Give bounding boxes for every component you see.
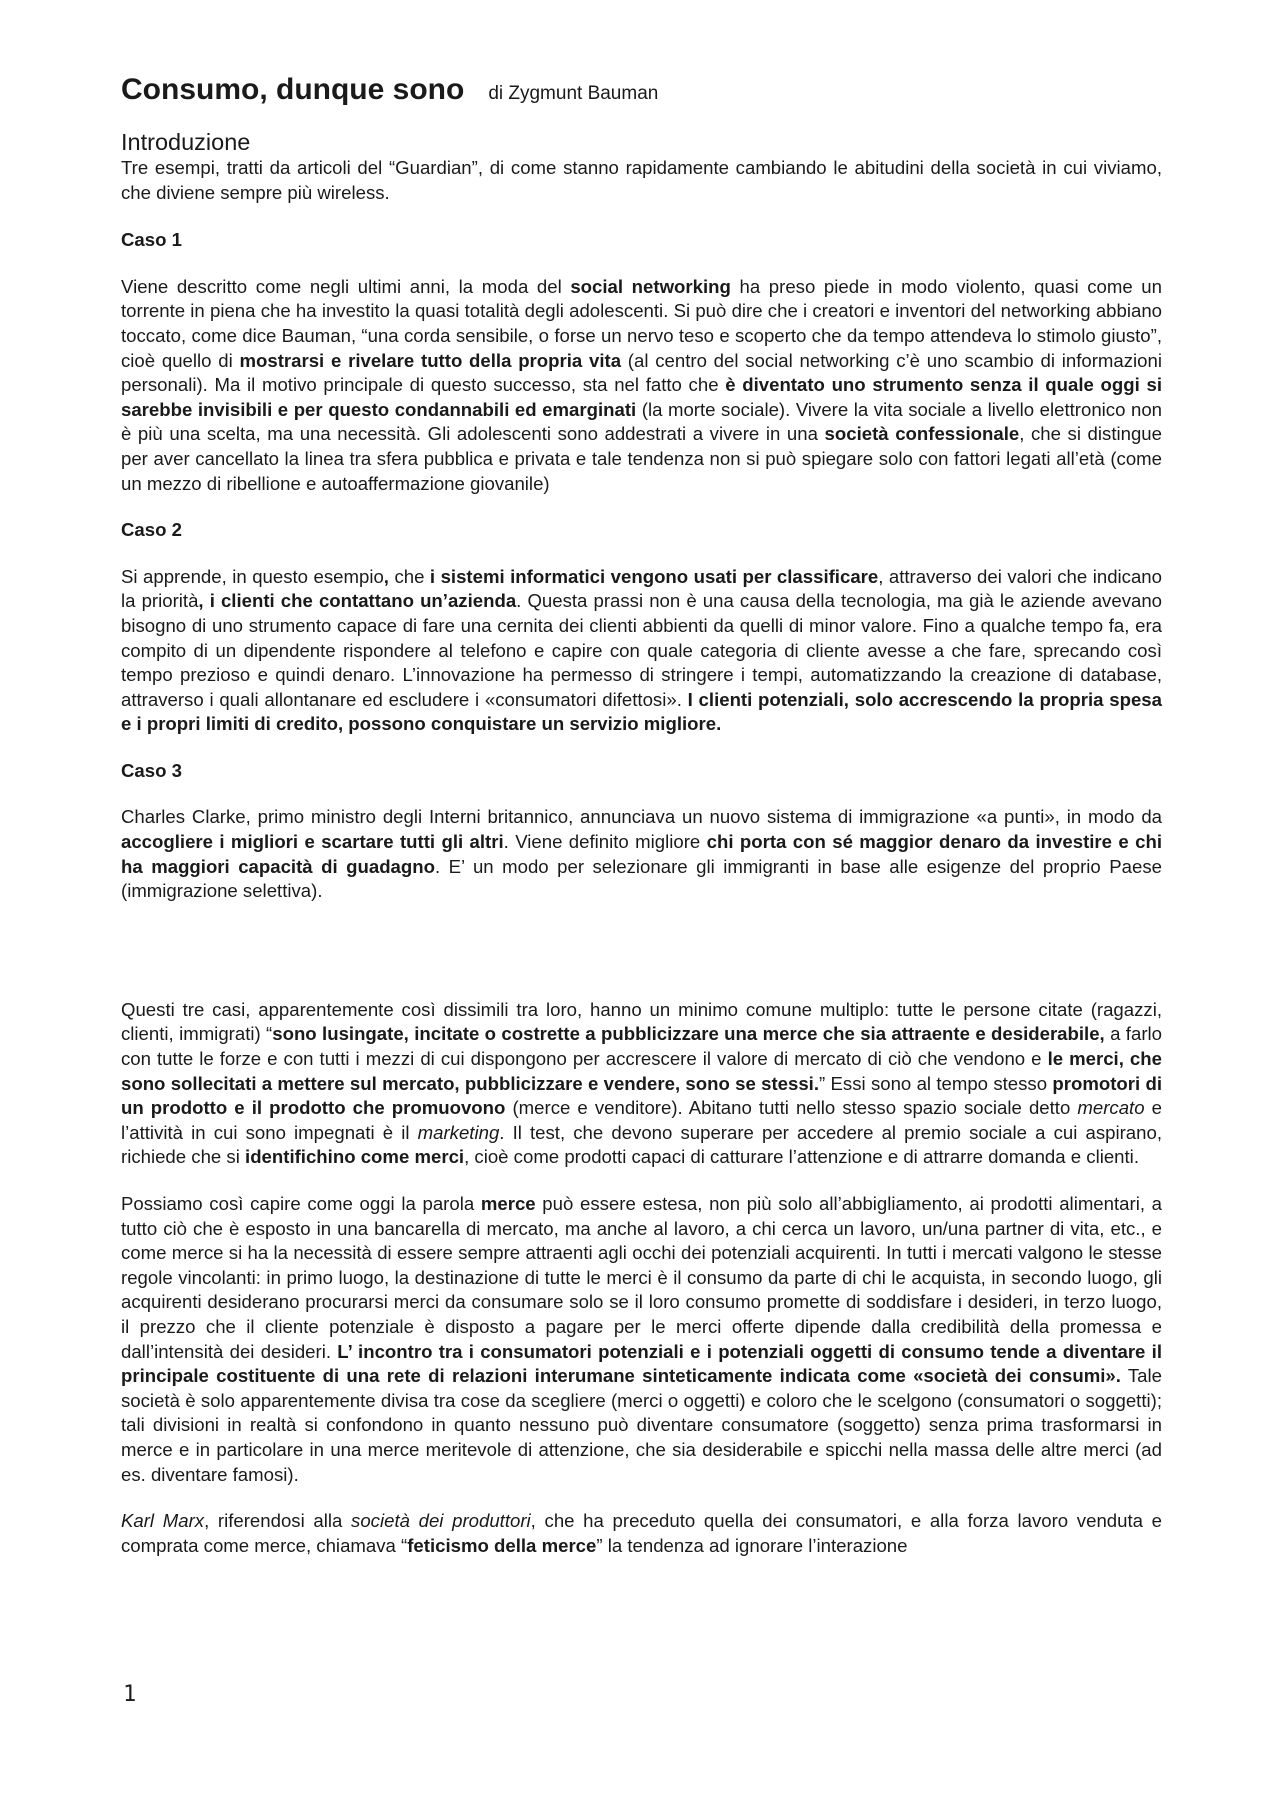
section-spacer: [121, 926, 1162, 998]
document-title: Consumo, dunque sono: [121, 73, 465, 106]
marx-paragraph: Karl Marx, riferendosi alla società dei produttori, che ha preceduto quella dei consumatori, e alla forza lavoro venduta e comprata come merce, chiamava “feticismo della merce” la tendenza ad ignorare l’interazione: [121, 1510, 1162, 1556]
case3-paragraph: Charles Clarke, primo ministro degli Interni britannico, annunciava un nuovo sistema di immigrazione «a punti», in modo da accogliere i migliori e scartare tutti gli altri. Viene definito migliore chi porta con sé maggior denaro da investire e chi ha maggiori capacità di guadagno. E’ un modo per selezionare gli immigranti in base alle esigenze del proprio Paese (immigrazione selettiva).: [121, 806, 1162, 902]
case1-paragraph: Viene descritto come negli ultimi anni, la moda del social networking ha preso piede in modo violento, quasi come un torrente in piena che ha investito la quasi totalità degli adolescenti. Si può dire che i creatori e inventori del networking abbiano toccato, come dice Bauman, “una corda sensibile, o forse un nervo teso e scoperto che da tempo attendeva lo stimolo giusto”, cioè quello di mostrarsi e rivelare tutto della propria vita (al centro del social networking c’è uno scambio di informazioni personali). Ma il motivo principale di questo successo, sta nel fatto che è diventato uno strumento senza il quale oggi si sarebbe invisibili e per questo condannabili ed emarginati (la morte sociale). Vivere la vita sociale a livello elettronico non è più una scelta, ma una necessità. Gli adolescenti sono addestrati a vivere in una società confessionale, che si distingue per aver cancellato la linea tra sfera pubblica e privata e tale tendenza non si può spiegare solo con fattori legati all’età (come un mezzo di ribellione e autoaffermazione giovanile): [121, 275, 1163, 494]
merce-paragraph: Possiamo così capire come oggi la parola merce può essere estesa, non più solo all’abbigliamento, ai prodotti alimentari, a tutto ciò che è esposto in una bancarella di mercato, ma anche al lavoro, a chi cerca un lavoro, un/una partner di vita, etc., e come merce si ha la necessità di essere sempre attraenti agli occhi dei potenziali acquirenti. In tutti i mercati valgono le stesse regole vincolanti: in primo luogo, la destinazione di tutte le merci è il consumo da parte di chi le acquista, in secondo luogo, gli acquirenti desiderano procurarsi merci da consumare solo se il loro consumo promette di soddisfare i desideri, in terzo luogo, il prezzo che il cliente potenziale è disposto a pagare per le merci offerte dipende dalla credibilità della promessa e dall’intensità dei desideri. L’ incontro tra i consumatori potenziali e i potenziali oggetti di consumo tende a diventare il principale costituente di una rete di relazioni interumane sinteticamente indicata come «società dei consumi». Tale società è solo apparentemente divisa tra cose da scegliere (merci o oggetti) e coloro che le scelgono (consumatori o soggetti); tali divisioni in realtà si confondono in quanto nessuno può diventare consumatore (soggetto) senza prima trasformarsi in merce e in particolare in una merce meritevole di attenzione, che sia desiderabile e spicchi nella massa delle altre merci (ad es. diventare famosi).: [121, 1193, 1163, 1485]
case2-paragraph: Si apprende, in questo esempio, che i sistemi informatici vengono usati per classificare, attraverso dei valori che indicano la priorità, i clienti che contattano un’azienda. Questa prassi non è una causa della tecnologia, ma già le aziende avevano bisogno di uno strumento capace di fare una cernita dei clienti abbienti da quelli di minor valore. Fino a qualche tempo fa, era compito di un dipendente rispondere al telefono e capire con quale categoria di cliente avesse a che fare, sprecando così tempo prezioso e quindi denaro. L’innovazione ha permesso di stringere i tempi, automatizzando la creazione di database, attraverso i quali allontanare ed escludere i «consumatori difettosi». I clienti potenziali, solo accrescendo la propria spesa e i propri limiti di credito, possono conquistare un servizio migliore.: [121, 565, 1163, 735]
case3-heading: Caso 3: [121, 759, 182, 781]
document-author: di Zygmunt Bauman: [488, 83, 659, 104]
title-row: [121, 70, 1162, 114]
case1-heading: Caso 1: [121, 229, 182, 251]
document-page: [121, 70, 1162, 1580]
summary-paragraph: Questi tre casi, apparentemente così dissimili tra loro, hanno un minimo comune multiplo: tutte le persone citate (ragazzi, clienti, immigrati) “sono lusingate, incitate o costrette a pubblicizzare una merce che sia attraente e desiderabile, a farlo con tutte le forze e con tutti i mezzi di cui dispongono per accrescere il valore di mercato di ciò che vendono e le merci, che sono sollecitati a mettere sul mercato, pubblicizzare e vendere, sono se stessi.” Essi sono al tempo stesso promotori di un prodotto e il prodotto che promuovono (merce e venditore). Abitano tutti nello stesso spazio sociale detto mercato e l’attività in cui sono impegnati è il marketing. Il test, che devono superare per accedere al premio sociale a cui aspirano, richiede che si identifichino come merci, cioè come prodotti capaci di catturare l’attenzione e di attrarre domanda e clienti.: [121, 998, 1162, 1168]
intro-paragraph: Tre esempi, tratti da articoli del “Guardian”, di come stanno rapidamente cambiando le abitudini della società in cui viviamo, che diviene sempre più wireless.: [121, 157, 1162, 203]
intro-heading: Introduzione: [121, 129, 251, 155]
page-number: 1: [123, 1682, 137, 1707]
case2-heading: Caso 2: [121, 519, 182, 541]
